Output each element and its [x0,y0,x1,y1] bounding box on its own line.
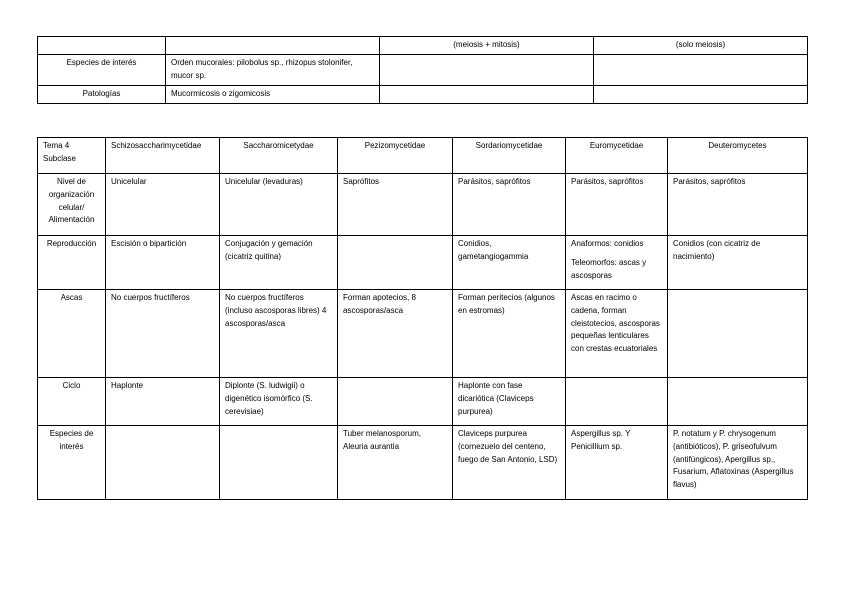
header-cell: Pezizomycetidae [338,138,453,174]
table-row [38,55,808,86]
table-cell [166,37,380,55]
table-cell: Forman apotecios, 8 ascosporas/asca [338,290,453,378]
cell-paragraph: Teleomorfos: ascas y ascosporas [571,257,647,280]
row-label: Ascas [38,290,106,378]
table-cell [106,426,220,500]
table-cell: Conidios (con cicatriz de nacimiento) [668,236,808,290]
table-cell: No cuerpos fructíferos (incluso ascosporas libres) 4 ascosporas/asca [220,290,338,378]
table-cell: Claviceps purpurea (cornezuelo del centeno, fuego de San Antonio, LSD) [453,426,566,500]
subclass-table [37,137,808,500]
table-row [38,174,808,236]
header-cell: Sordariomycetidae [453,138,566,174]
row-label: Patologías [38,85,166,103]
table-cell: Parásitos, saprófitos [453,174,566,236]
table-cell: Escisión o bipartición [106,236,220,290]
table-cell: Haplonte con fase dicariótica (Claviceps purpurea) [453,378,566,426]
table-cell: Diplonte (S. ludwigii) o digenético isomórfico (S. cerevisiae) [220,378,338,426]
top-table [37,36,808,104]
table-cell [594,55,808,86]
table-cell: Ascas en racimo o cadena, forman cleistotecios, ascosporas pequeñas lenticulares con crestas ecuatoriales [566,290,668,378]
table-cell: No cuerpos fructíferos [106,290,220,378]
table-row [38,290,808,378]
row-label: Nivel de organización celular/ Alimentación [38,174,106,236]
header-cell: Saccharomicetydae [220,138,338,174]
header-cell: Schizosaccharimycetidae [106,138,220,174]
row-label: Ciclo [38,378,106,426]
table-header-row [38,138,808,174]
table-cell [668,290,808,378]
table-cell [566,236,668,290]
table-cell: Orden mucorales: pilobolus sp., rhizopus stolonifer, mucor sp. [166,55,380,86]
row-label: Reproducción [38,236,106,290]
table-cell: Conjugación y gemación (cicatriz quitina) [220,236,338,290]
table-cell [566,378,668,426]
table-cell [220,426,338,500]
table-cell: Forman peritecios (algunos en estromas) [453,290,566,378]
table-cell [594,85,808,103]
header-cell: Tema 4 Subclase [38,138,106,174]
cell-paragraph: Anaformos: conidios [571,239,644,248]
table-cell [338,236,453,290]
table-cell: (meiosis + mitosis) [380,37,594,55]
table-cell: Tuber melanosporum, Aleuria aurantia [338,426,453,500]
table-row [38,378,808,426]
table-cell: Haplonte [106,378,220,426]
row-label: Especies de interés [38,426,106,500]
table-cell: Conidios, gametangiogammia [453,236,566,290]
table-cell [380,85,594,103]
table-cell: Unicelular (levaduras) [220,174,338,236]
table-cell: P. notatum y P. chrysogenum (antibióticos), P. griseofulvum (antifúngicos), Apergillus sp., Fusarium, Aflatoxinas (Aspergillus flavus) [668,426,808,500]
table-row [38,85,808,103]
table-cell [668,378,808,426]
table-cell: Mucormicosis o zigomicosis [166,85,380,103]
table-cell: Parásitos, saprófitos [668,174,808,236]
table-row [38,236,808,290]
table-cell [38,37,166,55]
table-cell: (solo meiosis) [594,37,808,55]
table-cell: Aspergillus sp. Y Penicillium sp. [566,426,668,500]
table-cell: Unicelular [106,174,220,236]
table-cell: Saprófitos [338,174,453,236]
table-cell: Parásitos, saprófitos [566,174,668,236]
header-cell: Euromycetidae [566,138,668,174]
header-cell: Deuteromycetes [668,138,808,174]
table-row [38,426,808,500]
table-cell [380,55,594,86]
row-label: Especies de interés [38,55,166,86]
table-row [38,37,808,55]
table-cell [338,378,453,426]
